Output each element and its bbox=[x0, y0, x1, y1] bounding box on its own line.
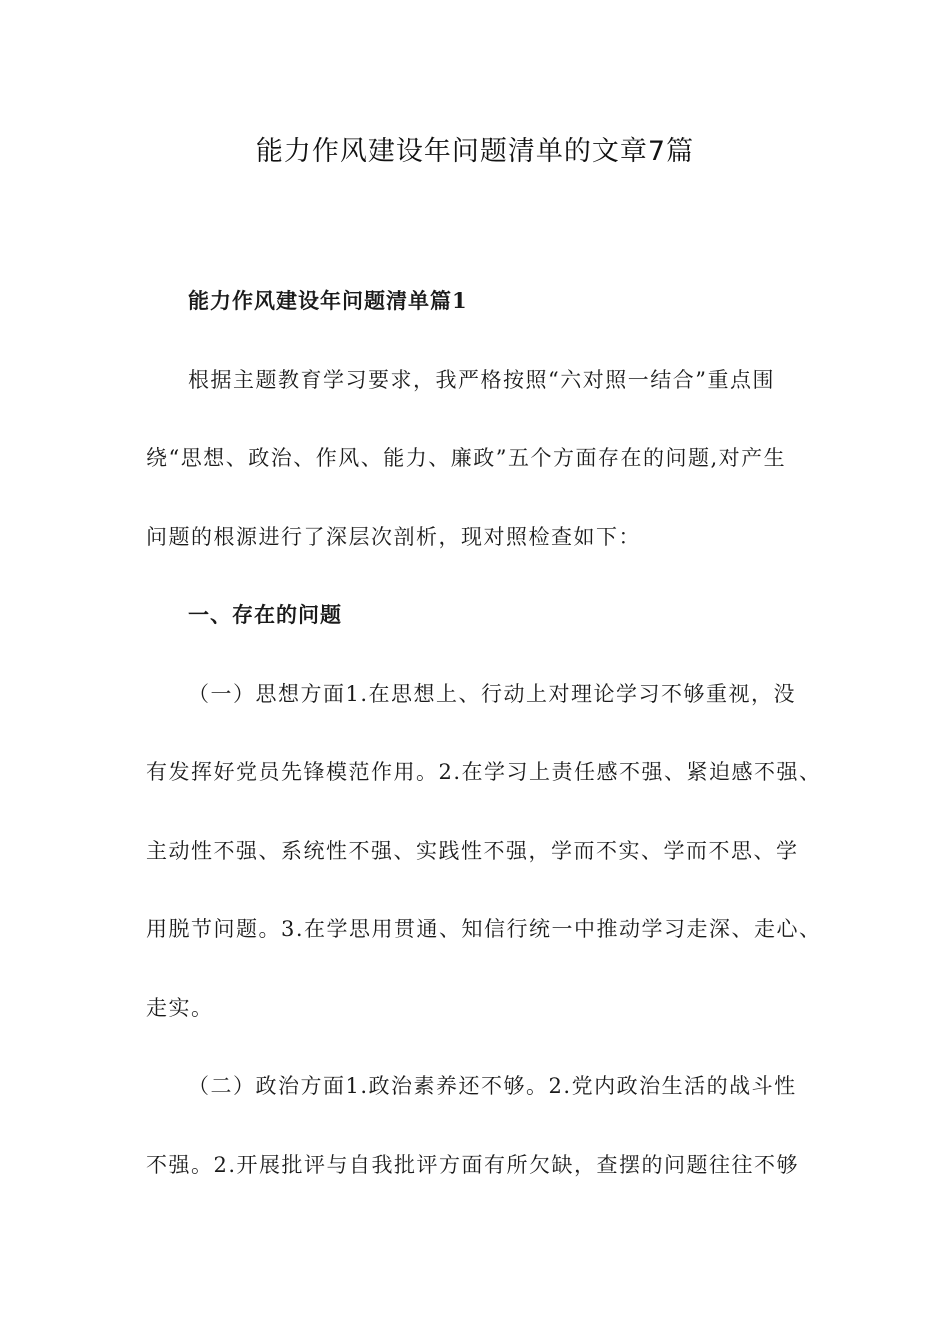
paragraph-line: （一）思想方面1.在思想上、行动上对理论学习不够重视，没 bbox=[188, 681, 797, 706]
paragraph-line: 有发挥好党员先锋模范作用。2.在学习上责任感不强、紧迫感不强、 bbox=[146, 760, 822, 784]
paragraph-line: 走实。 bbox=[146, 995, 214, 1020]
paragraph-line: 不强。2.开展批评与自我批评方面有所欠缺，查摆的问题往往不够 bbox=[146, 1152, 800, 1177]
paragraph-line: 主动性不强、系统性不强、实践性不强，学而不实、学而不思、学 bbox=[146, 838, 799, 863]
subsection-heading: 一、存在的问题 bbox=[188, 602, 342, 627]
document-title: 能力作风建设年问题清单的文章7篇 bbox=[255, 136, 695, 167]
paragraph-line: 用脱节问题。3.在学思用贯通、知信行统一中推动学习走深、走心、 bbox=[146, 917, 822, 941]
paragraph-line: 问题的根源进行了深层次剖析，现对照检查如下： bbox=[146, 524, 641, 549]
paragraph-line: （二）政治方面1.政治素养还不够。2.党内政治生活的战斗性 bbox=[188, 1074, 797, 1098]
document-body bbox=[146, 286, 822, 1228]
paragraph-line: 绕“思想、政治、作风、能力、廉政”五个方面存在的问题,对产生 bbox=[146, 446, 787, 470]
section-heading: 能力作风建设年问题清单篇1 bbox=[188, 288, 468, 313]
paragraph-line: 根据主题教育学习要求，我严格按照“六对照一结合”重点围 bbox=[188, 367, 775, 392]
